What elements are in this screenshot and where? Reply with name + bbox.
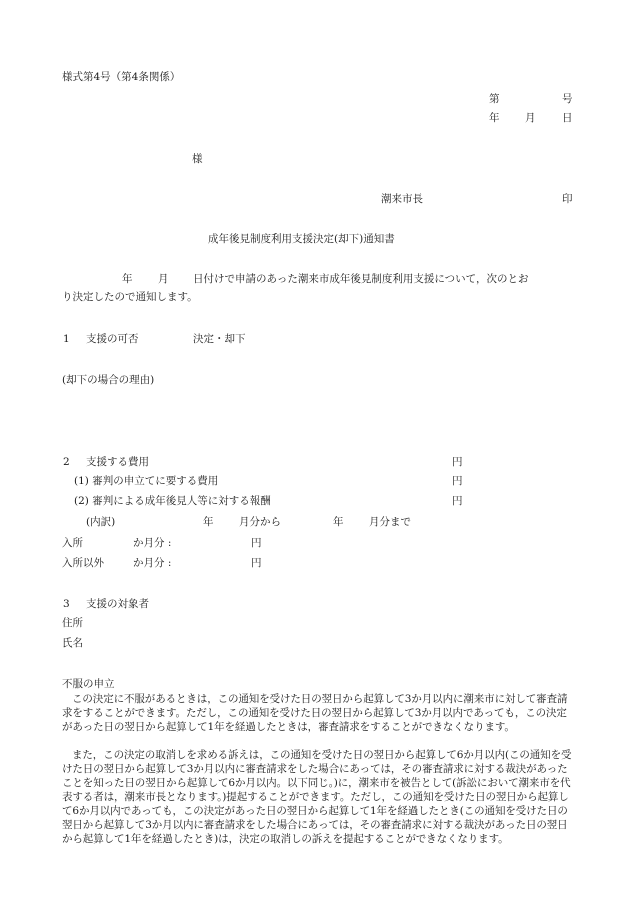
date-day: 日 — [562, 112, 573, 124]
date-month: 月 — [525, 112, 536, 124]
breakdown-label: (内訳) — [86, 516, 116, 528]
row-admitted-yen: 円 — [251, 537, 262, 549]
breakdown-year-from: 年 — [203, 516, 214, 528]
section2-item2-label: (2) 審判による成年後見人等に対する報酬 — [74, 495, 271, 507]
appeal-heading: 不服の申立 — [62, 678, 115, 690]
intro-month: 月 — [158, 273, 169, 285]
section2-item1-yen: 円 — [452, 475, 463, 487]
breakdown-month-to: 月分まで — [369, 516, 411, 528]
breakdown-year-to: 年 — [333, 516, 344, 528]
appeal-paragraph-review: この決定に不服があるときは，この通知を受けた日の翌日から起算して3か月以内に潮来市に対して審査請求をすることができます。ただし，この通知を受けた日の翌日から起算して3か月以内であっても，この決定があった日の翌日から起算して1年を経過したときは，審査請求をすることができなくなります。 — [62, 693, 568, 733]
addressee-honorific: 様 — [192, 153, 203, 165]
sender-name: 潮来市長 — [381, 193, 423, 205]
doc-number-suffix: 号 — [562, 93, 573, 105]
section3-number: 3 — [63, 598, 70, 610]
section3-label: 支援の対象者 — [86, 598, 149, 610]
section3-address-label: 住所 — [62, 617, 83, 629]
section2-item1-label: (1) 審判の申立てに要する費用 — [74, 475, 219, 487]
intro-year: 年 — [122, 273, 133, 285]
intro-text-line2: り決定したので通知します。 — [62, 291, 198, 303]
section2-yen: 円 — [452, 456, 463, 468]
section2-number: 2 — [63, 456, 70, 468]
appeal-paragraph-lawsuit: また，この決定の取消しを求める訴えは，この通知を受けた日の翌日から起算して6か月以内(この通知を受けた日の翌日から起算して3か月以内に審査請求をした場合にあっては，その審査請求に対する裁決があったことを知った日の翌日から起算して6か月以内。以下同じ。)に，潮来市を被告として(訴訟において潮来市を代表する者は，潮来市長となります。)提起することができます。ただし，この通知を受けた日の翌日から起算して6か月以内であっても，この決定があった日の翌日から起算して1年を経過したとき(この通知を受けた日の翌日から起算して3か月以内に審査請求をした場合にあっては，その審査請求に対する裁決があった日の翌日から起算して1年を経過したとき)は，決定の取消しの訴えを提起することができなくなります。 — [62, 749, 572, 845]
section2-item2-yen: 円 — [452, 495, 463, 507]
row-admitted-months: か月分 : — [133, 537, 172, 549]
document-title: 成年後見制度利用支援決定(却下)通知書 — [208, 233, 395, 245]
row-other-yen: 円 — [251, 557, 262, 569]
section3-name-label: 氏名 — [62, 637, 83, 649]
row-other-months: か月分 : — [133, 557, 172, 569]
section1-label: 支援の可否 — [86, 333, 139, 345]
section1-value: 決定・却下 — [193, 333, 246, 345]
date-year: 年 — [489, 112, 500, 124]
doc-number-prefix: 第 — [489, 93, 500, 105]
breakdown-month-from: 月分から — [239, 516, 281, 528]
intro-text-line1: 日付けで申請のあった潮来市成年後見制度利用支援について，次のとお — [193, 273, 529, 285]
seal-mark: 印 — [562, 193, 573, 205]
form-label: 様式第4号（第4条関係） — [62, 71, 181, 83]
section1-number: 1 — [63, 333, 70, 345]
rejection-reason-label: (却下の場合の理由) — [62, 374, 155, 386]
row-admitted-label: 入所 — [62, 537, 83, 549]
section2-label: 支援する費用 — [86, 456, 149, 468]
row-other-label: 入所以外 — [62, 557, 104, 569]
